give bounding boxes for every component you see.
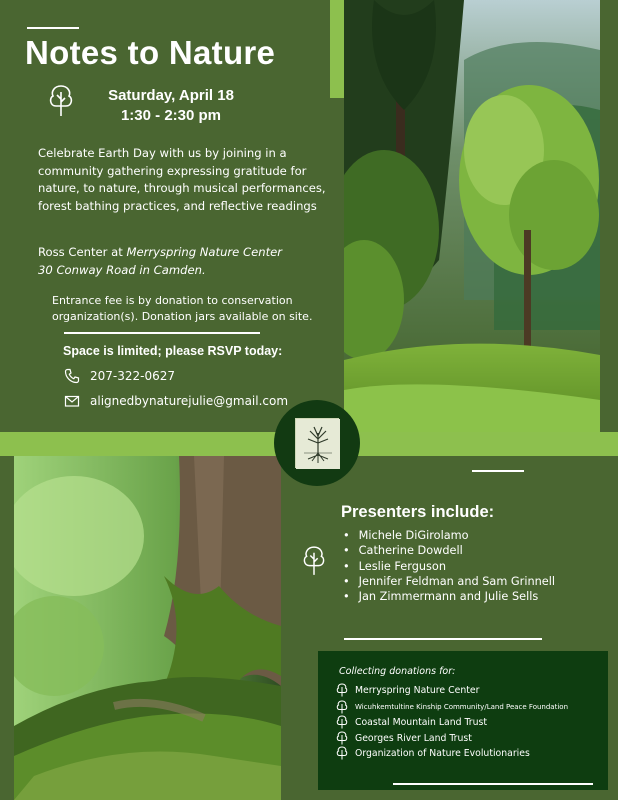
list-item (336, 700, 568, 714)
rsvp-heading: Space is limited; please RSVP today: (63, 344, 283, 358)
page-title: Notes to Nature (25, 34, 276, 71)
list-item (336, 683, 479, 697)
presenters-heading: Presenters include: (341, 503, 495, 521)
list-item: • Leslie Ferguson (343, 559, 555, 574)
list-item: • Catherine Dowdell (343, 543, 555, 558)
tree-icon (336, 683, 348, 697)
short-rule (472, 470, 524, 472)
logo-tree-icon (296, 419, 340, 469)
tree-icon (336, 715, 348, 729)
donations-heading: Collecting donations for: (339, 666, 456, 677)
donation-org: Georges River Land Trust (355, 732, 472, 744)
tree-icon (336, 731, 348, 745)
bottom-rule (393, 783, 593, 785)
tree-icon (302, 545, 326, 577)
phone-number: 207-322-0627 (90, 369, 176, 383)
list-item (336, 731, 472, 745)
tree-icon (336, 746, 348, 760)
mail-icon (64, 393, 80, 409)
location-prefix: Ross Center at (38, 245, 127, 259)
phone-contact[interactable] (64, 368, 175, 384)
list-item: • Jennifer Feldman and Sam Grinnell (343, 574, 555, 589)
logo (274, 400, 360, 486)
separator-rule (344, 638, 542, 640)
mossy-tree-photo (14, 456, 281, 800)
email-address: alignedbynaturejulie@gmail.com (90, 394, 289, 408)
top-rule (27, 27, 79, 29)
phone-icon (64, 368, 80, 384)
list-item (336, 715, 487, 729)
location-address: 30 Conway Road in Camden. (38, 262, 206, 277)
event-location (38, 244, 318, 279)
donation-org: Merryspring Nature Center (355, 684, 480, 696)
list-item: • Michele DiGirolamo (343, 528, 555, 543)
entrance-fee-note: Entrance fee is by donation to conservation organization(s). Donation jars available on site. (52, 294, 313, 323)
event-time: 1:30 - 2:30 pm (120, 107, 222, 124)
list-item (336, 746, 530, 760)
location-venue: Merryspring Nature Center (126, 245, 283, 259)
list-item: • Jan Zimmermann and Julie Sells (343, 589, 555, 604)
event-description: Celebrate Earth Day with us by joining in a community gathering expressing gratitude for nature, to nature, through musical performances, forest bathing practices, and reflective readings (38, 146, 326, 213)
logo-badge (295, 418, 339, 468)
donation-org: Coastal Mountain Land Trust (355, 716, 488, 728)
presenters-list (343, 528, 555, 604)
right-margin-strip (600, 0, 618, 430)
tree-icon (336, 700, 348, 714)
tree-icon (48, 84, 74, 118)
event-datetime (104, 86, 238, 126)
forest-photo (344, 0, 600, 432)
event-date: Saturday, April 18 (108, 87, 234, 104)
separator-rule (64, 332, 260, 334)
donation-org: Wicuhkemtultine Kinship Community/Land Peace Foundation (355, 703, 569, 711)
donation-org: Organization of Nature Evolutionaries (355, 747, 530, 759)
email-contact[interactable] (64, 393, 288, 409)
